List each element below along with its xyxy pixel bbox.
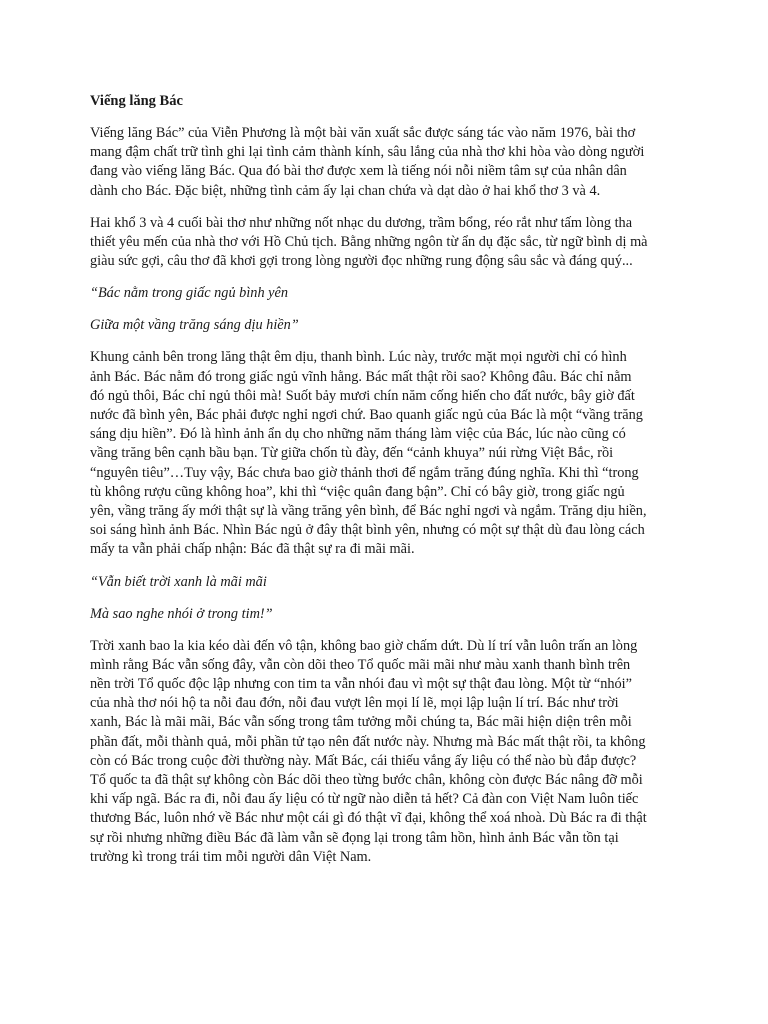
paragraph-line: còn có Bác trong cuộc đời thường này. Mất Bác, cái thiếu vắng ấy liệu có thể nào bù đắp được? xyxy=(90,752,637,769)
paragraph-line: nước đã bình yên, Bác phải được nghỉ ngơi chứ. Bao quanh giấc ngủ của Bác là một “vầng trăng xyxy=(90,407,643,424)
paragraph-line: xanh, Bác là mãi mãi, Bác vẫn sống trong tâm tưởng mỗi chúng ta, Bác mãi hiện diện trên mỗi xyxy=(90,714,632,731)
paragraph-line: Tổ quốc ta đã thật sự không còn Bác dõi theo từng bước chân, không còn được Bác nâng đỡ mỗi xyxy=(90,772,643,789)
paragraph-line: mình rằng Bác vẫn sống đây, vẫn còn dõi theo Tổ quốc mãi mãi như màu xanh thanh bình trên xyxy=(90,656,631,673)
paragraph-stanzas-overview xyxy=(90,214,680,272)
paragraph-line: Khung cảnh bên trong lăng thật êm dịu, thanh bình. Lúc này, trước mặt mọi người chỉ có hình xyxy=(90,349,627,366)
document-title: Viếng lăng Bác xyxy=(90,93,183,109)
paragraph-line: thiết yêu mến của nhà thơ với Hồ Chủ tịch. Bằng những ngôn từ ẩn dụ đặc sắc, từ ngữ bình dị mà xyxy=(90,234,648,251)
paragraph-line: trường kì trong trái tim mỗi người dân Việt Nam. xyxy=(90,848,372,865)
paragraph-line: của nhà thơ nói hộ ta nỗi đau đớn, nỗi đau vượt lên mọi lí lẽ, mọi lập luận lí trí. Bác như trời xyxy=(90,695,619,712)
paragraph-line: vầng trăng bên cạnh bầu bạn. Từ giữa chốn tù đày, đến “cảnh khuya” núi rừng Việt Bắc, rồi xyxy=(90,445,614,462)
paragraph-line: Viếng lăng Bác” của Viễn Phương là một bài văn xuất sắc được sáng tác vào năm 1976, bài thơ xyxy=(90,125,636,141)
paragraph-line: Trời xanh bao la kia kéo dài đến vô tận, không bao giờ chấm dứt. Dù lí trí vẫn luôn trấn an lòng xyxy=(90,637,638,654)
paragraph-line: sự rồi nhưng những điều Bác đã làm vẫn sẽ đọng lại trong tâm hồn, hình ảnh Bác vẫn tồn tại xyxy=(90,829,619,846)
paragraph-line: yên, vầng trăng ấy mới thật sự là vầng trăng yên bình, để Bác nghỉ ngơi và ngắm. Trăng dịu hiền, xyxy=(90,503,647,520)
paragraph-line: sáng dịu hiền”. Đó là hình ảnh ẩn dụ cho những năm tháng làm việc của Bác, lúc nào cũng có xyxy=(90,426,626,443)
paragraph-line: mang đậm chất trữ tình ghi lại tình cảm thành kính, sâu lắng của nhà thơ khi hòa vào dòng người xyxy=(90,144,645,161)
paragraph-line: phần đất, mỗi thành quả, mỗi phần tử tạo nên đất nước này. Nhưng mà Bác mất thật rồi, ta không xyxy=(90,733,646,750)
paragraph-line: tù không rượu cũng không hoa”, khi thì “việc quân đang bận”. Chỉ có bây giờ, trong giấc ngủ xyxy=(90,483,625,500)
paragraph-line: khi vấp ngã. Bác ra đi, nỗi đau ấy liệu có từ ngữ nào diễn tả hết? Cả đàn con Việt Nam luôn tiếc xyxy=(90,791,639,808)
paragraph-line: “nguyên tiêu”…Tuy vậy, Bác chưa bao giờ thảnh thơi để ngắm trăng đúng nghĩa. Khi thì “trong xyxy=(90,464,639,481)
paragraph-line: giàu sức gợi, câu thơ đã khơi gợi trong lòng người đọc những rung động sâu sắc và đáng quý... xyxy=(90,253,633,270)
verse-quote-1-line-1: “Bác nằm trong giấc ngủ bình yên xyxy=(90,285,289,302)
paragraph-line: ảnh Bác. Bác nằm đó trong giấc ngủ vĩnh hằng. Bác mất thật rồi sao? Không đâu. Bác chỉ nằm xyxy=(90,368,632,385)
paragraph-line: Hai khổ 3 và 4 cuối bài thơ như những nốt nhạc du dương, trầm bổng, réo rắt như tấm lòng tha xyxy=(90,214,633,231)
verse-quote-2-line-1: “Vẫn biết trời xanh là mãi mãi xyxy=(90,573,267,590)
verse-quote-2-line-2: Mà sao nghe nhói ở trong tim!” xyxy=(90,605,273,622)
paragraph-line: đó ngủ thôi, Bác chỉ ngủ thôi mà! Suốt bảy mươi chín năm cống hiến cho đất nước, bây giờ đất xyxy=(90,387,635,404)
document-body xyxy=(90,92,680,880)
paragraph-line: soi sáng hình ảnh Bác. Nhìn Bác ngủ ở đây thật bình yên, nhưng có một sự thật dù đau lòng cách xyxy=(90,522,645,539)
paragraph-line: đang vào viếng lăng Bác. Qua đó bài thơ được xem là tiếng nói nỗi niềm tâm sự của nhân dân xyxy=(90,163,627,180)
verse-quote-1-line-2: Giữa một vầng trăng sáng dịu hiền” xyxy=(90,317,299,334)
paragraph-line: nền trời Tổ quốc độc lập nhưng con tim ta vẫn nhói đau vì một sự thật đau lòng. Một từ “nhói” xyxy=(90,676,632,693)
paragraph-line: dành cho Bác. Đặc biệt, những tình cảm ấy lại chan chứa và dạt dào ở hai khổ thơ 3 và 4. xyxy=(90,182,601,199)
paragraph-intro xyxy=(90,124,680,201)
paragraph-analysis-1 xyxy=(90,348,680,559)
paragraph-analysis-2 xyxy=(90,637,680,867)
paragraph-line: mấy ta vẫn phải chấp nhận: Bác đã thật sự ra đi mãi mãi. xyxy=(90,541,415,558)
paragraph-line: thương Bác, luôn nhớ về Bác như một cái gì đó thật vĩ đại, không thể xoá nhoà. Dù Bác ra đi thật xyxy=(90,810,647,827)
